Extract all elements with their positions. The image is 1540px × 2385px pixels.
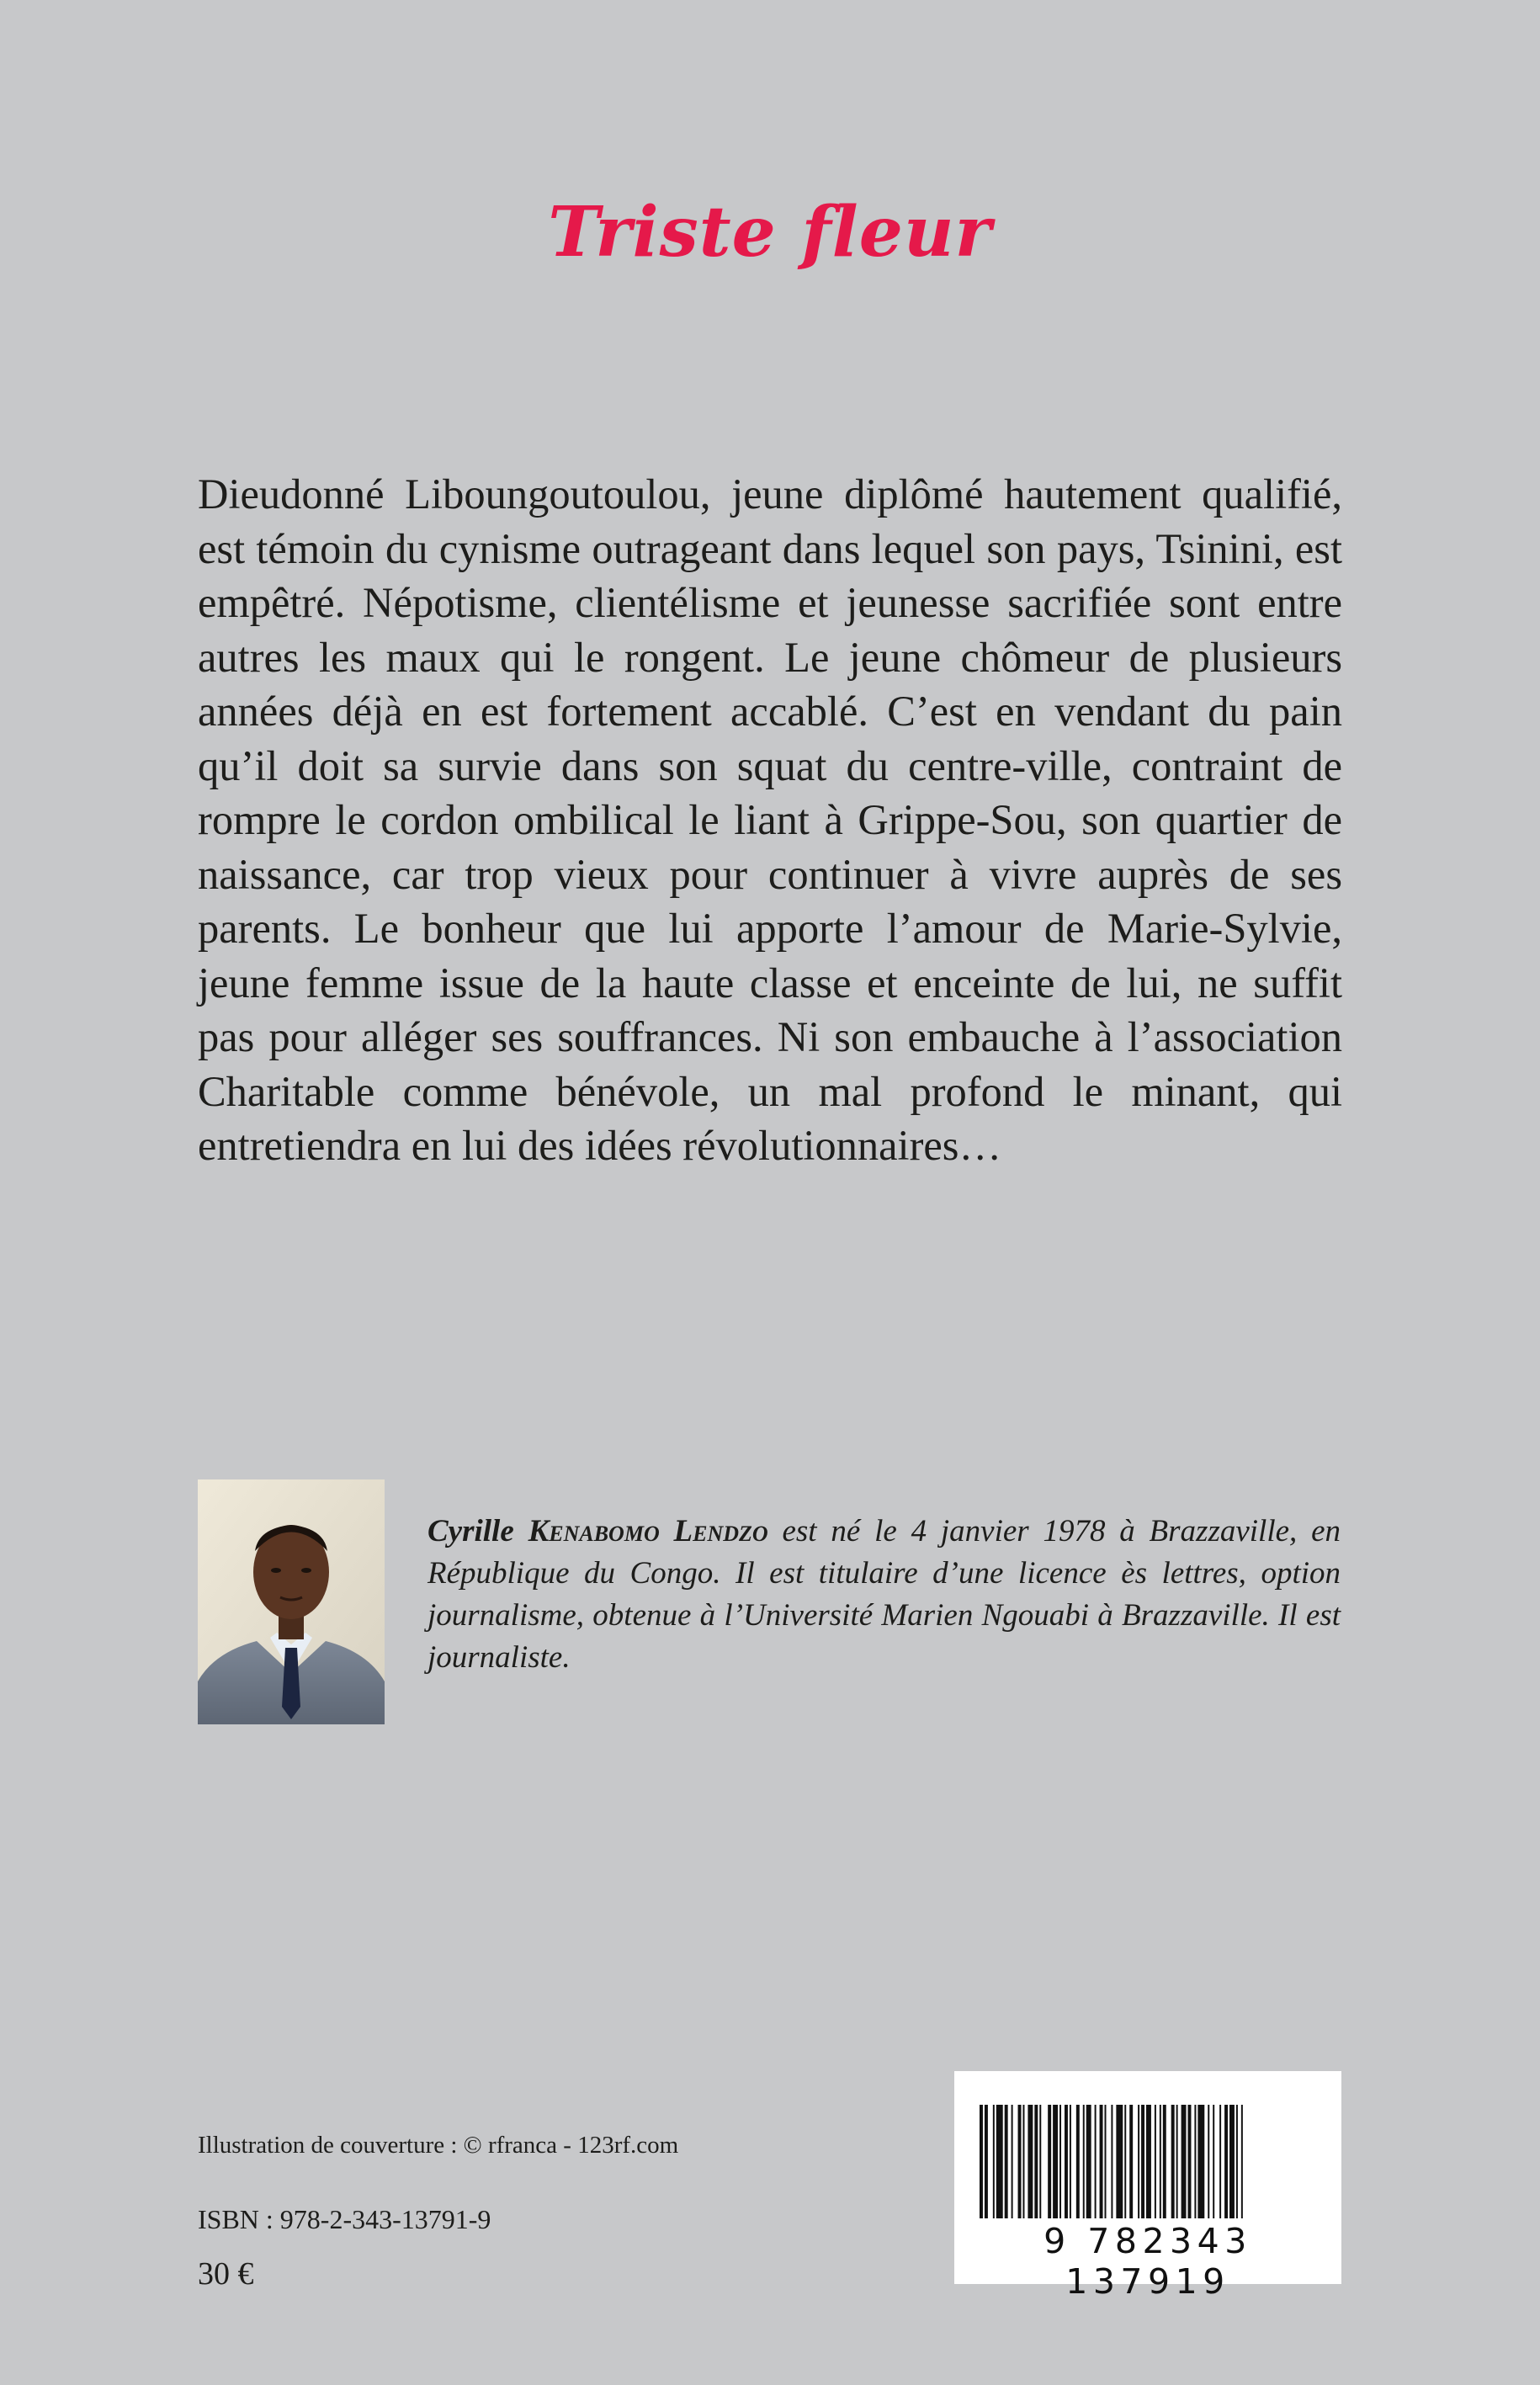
barcode-bar (1176, 2105, 1178, 2218)
barcode-bar (1059, 2105, 1061, 2218)
isbn-barcode (954, 2071, 1341, 2302)
barcode-bar (1065, 2105, 1068, 2218)
barcode-bar (1188, 2105, 1192, 2218)
barcode-bar (993, 2105, 995, 2218)
barcode-bar (1224, 2105, 1228, 2218)
barcode-bar (1236, 2105, 1238, 2218)
barcode-bar (1138, 2105, 1139, 2218)
author-bio-text: est né le 4 janvier 1978 à Brazzaville, en République du Congo. Il est titulaire d’une licence ès lettres, option journalisme, obtenue à l’Université Marien Ngouabi à Brazzaville. Il est journaliste. (427, 1514, 1341, 1675)
barcode-bar (1022, 2105, 1024, 2218)
barcode-bar (1039, 2105, 1041, 2218)
barcode-bar (1208, 2105, 1209, 2218)
barcode-bar (1229, 2105, 1235, 2218)
barcode-bar (1100, 2105, 1103, 2218)
barcode-bar (1086, 2105, 1091, 2218)
price: 30 € (198, 2256, 254, 2292)
isbn: ISBN : 978-2-343-13791-9 (198, 2204, 491, 2234)
cover-credit: Illustration de couverture : © rfranca - 123rf.com (198, 2132, 679, 2159)
barcode-bar (1034, 2105, 1038, 2218)
barcode-bar (1076, 2105, 1080, 2218)
barcode-bar (1155, 2105, 1156, 2218)
author-photo (198, 1479, 385, 1724)
barcode-bar (1141, 2105, 1144, 2218)
barcode-bar (985, 2105, 988, 2218)
barcode-bar (1018, 2105, 1022, 2218)
barcode-bar (1005, 2105, 1008, 2218)
barcode-digits: 9 782343 137919 (1043, 2221, 1252, 2302)
barcode-bar (1095, 2105, 1097, 2218)
barcode-bar (996, 2105, 1003, 2218)
barcode-bar (1182, 2105, 1187, 2218)
barcode-bar (1146, 2105, 1151, 2218)
barcode-bar (1105, 2105, 1107, 2218)
barcode-bar (1197, 2105, 1204, 2218)
barcode-bar (1053, 2105, 1058, 2218)
barcode-bar (1116, 2105, 1123, 2218)
barcode-bar (1160, 2105, 1161, 2218)
barcode-bar (980, 2105, 983, 2218)
barcode-bar (1194, 2105, 1196, 2218)
barcode-bar (1219, 2105, 1221, 2218)
barcode-bar (1028, 2105, 1033, 2218)
barcode-bar (1213, 2105, 1214, 2218)
book-title: Triste fleur (548, 192, 992, 273)
barcode-bar (1070, 2105, 1071, 2218)
barcode-bar (1111, 2105, 1113, 2218)
author-first-name: Cyrille (427, 1514, 514, 1548)
author-last-name: Kenabomo Lendzo (528, 1514, 768, 1548)
barcode-bar (1163, 2105, 1166, 2218)
author-bio (427, 1511, 1341, 1679)
barcode-bar (1241, 2105, 1243, 2218)
barcode-bar (1048, 2105, 1051, 2218)
barcode-bar (1083, 2105, 1085, 2218)
synopsis-text: Dieudonné Liboungoutoulou, jeune diplômé hautement qualifié, est témoin du cynisme outrageant dans lequel son pays, Tsinini, est empêtré. Népotisme, clientélisme et jeunesse sacrifiée sont entre autres les maux qui le rongent. Le jeune chômeur de plusieurs années déjà en est fortement accablé. C’est en vendant du pain qu’il doit sa survie dans son squat du centre-ville, contraint de rompre le cordon ombilical le liant à Grippe-Sou, son quartier de naissance, car trop vieux pour continuer à vivre auprès de ses parents. Le bonheur que lui apporte l’amour de Marie-Sylvie, jeune femme issue de la haute classe et enceinte de lui, ne suffit pas pour alléger ses souffrances. Ni son embauche à l’association Charitable comme bénévole, un mal profond le minant, qui entretiendra en lui des idées révolutionnaires… (198, 470, 1342, 1169)
barcode-bar (1124, 2105, 1126, 2218)
barcode-bar (1171, 2105, 1175, 2218)
barcode-bar (1129, 2105, 1133, 2218)
barcode-bar (1012, 2105, 1013, 2218)
